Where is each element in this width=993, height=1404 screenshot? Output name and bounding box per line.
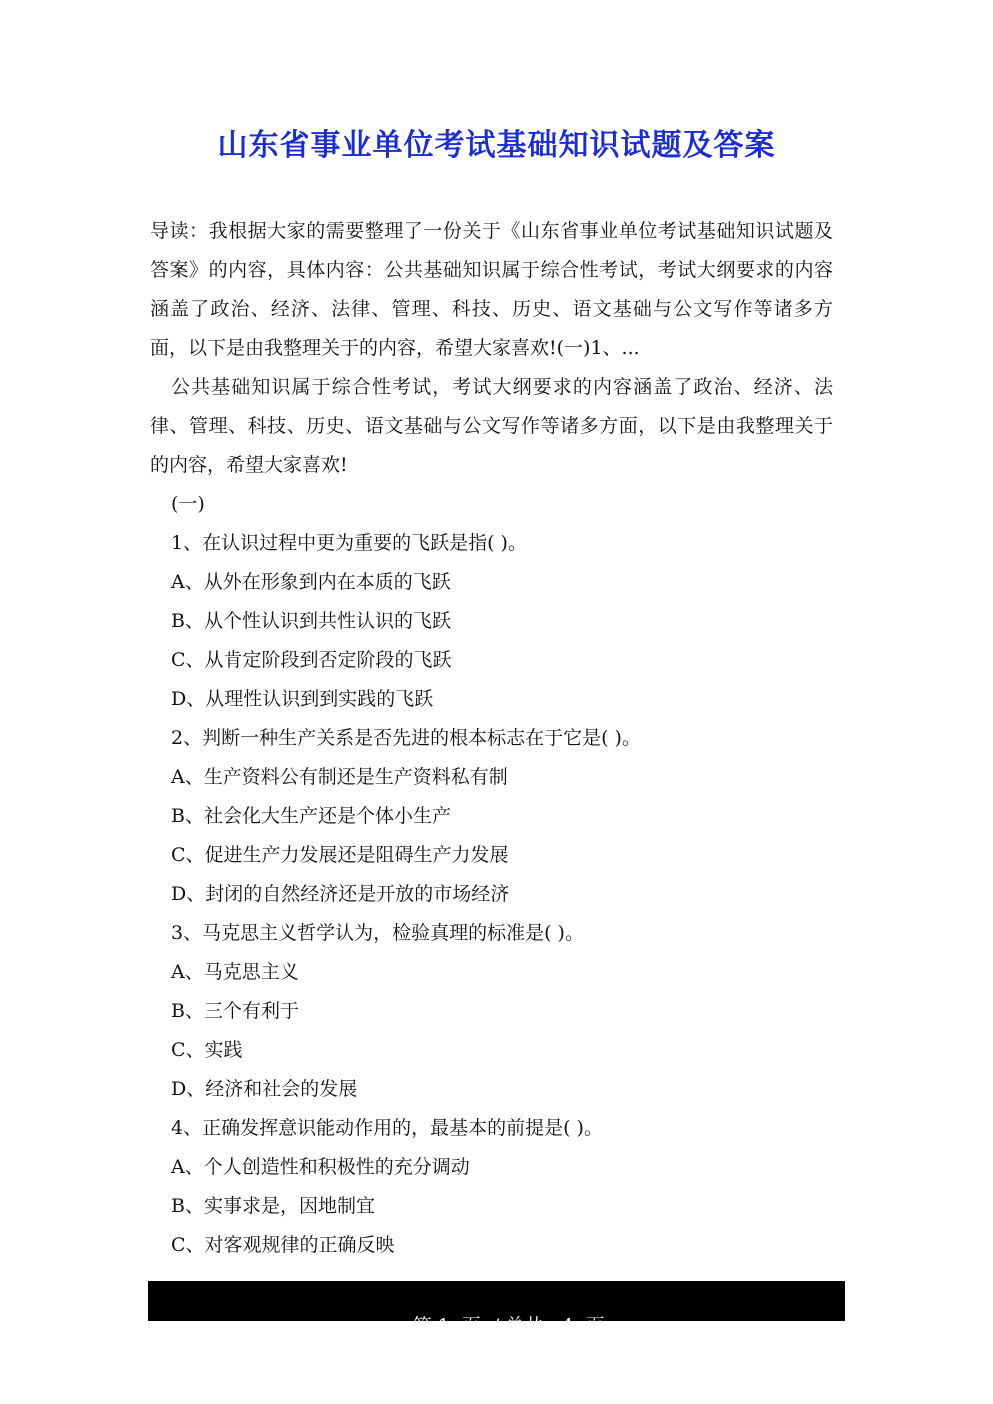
- page-footer: [148, 1281, 845, 1337]
- question-3-option-c: C、实践: [171, 1039, 243, 1061]
- question-3-option-d: D、经济和社会的发展: [171, 1078, 358, 1100]
- question-4-option-b: B、实事求是，因地制宜: [171, 1195, 375, 1217]
- document-title: 山东省事业单位考试基础知识试题及答案: [217, 128, 776, 163]
- question-1-option-a: A、从外在形象到内在本质的飞跃: [171, 571, 451, 593]
- question-2: 2、判断一种生产关系是否先进的根本标志在于它是( )。: [171, 727, 641, 749]
- question-1: 1、在认识过程中更为重要的飞跃是指( )。: [171, 532, 527, 554]
- question-4-option-c: C、对客观规律的正确反映: [171, 1234, 395, 1256]
- question-2-option-d: D、封闭的自然经济还是开放的市场经济: [171, 883, 510, 905]
- question-2-option-a: A、生产资料公有制还是生产资料私有制: [171, 766, 508, 788]
- document-body: [150, 212, 833, 1265]
- question-1-option-c: C、从肯定阶段到否定阶段的飞跃: [171, 649, 452, 671]
- question-2-option-c: C、促进生产力发展还是阻碍生产力发展: [171, 844, 509, 866]
- question-1-option-b: B、从个性认识到共性认识的飞跃: [171, 610, 451, 632]
- question-3: 3、马克思主义哲学认为，检验真理的标准是( )。: [171, 922, 584, 944]
- question-1-option-d: D、从理性认识到到实践的飞跃: [171, 688, 434, 710]
- question-4: 4、正确发挥意识能动作用的，最基本的前提是( )。: [171, 1117, 603, 1139]
- question-3-option-b: B、三个有利于: [171, 1000, 299, 1022]
- question-2-option-b: B、社会化大生产还是个体小生产: [171, 805, 451, 827]
- page-number-label: 第 1 页 / 总共 4 页: [412, 1315, 605, 1337]
- section-label: (一): [171, 493, 205, 515]
- intro-paragraph: 导读：我根据大家的需要整理了一份关于《山东省事业单位考试基础知识试题及答案》的内容，具体内容：公共基础知识属于综合性考试，考试大纲要求的内容涵盖了政治、经济、法律、管理、科技、历史、语文基础与公文写作等诸多方面，以下是由我整理关于的内容，希望大家喜欢!(一)1、...: [150, 220, 833, 359]
- summary-paragraph: 公共基础知识属于综合性考试，考试大纲要求的内容涵盖了政治、经济、法律、管理、科技、历史、语文基础与公文写作等诸多方面，以下是由我整理关于的内容，希望大家喜欢!: [150, 376, 833, 476]
- question-4-option-a: A、个人创造性和积极性的充分调动: [171, 1156, 470, 1178]
- question-3-option-a: A、马克思主义: [171, 961, 299, 983]
